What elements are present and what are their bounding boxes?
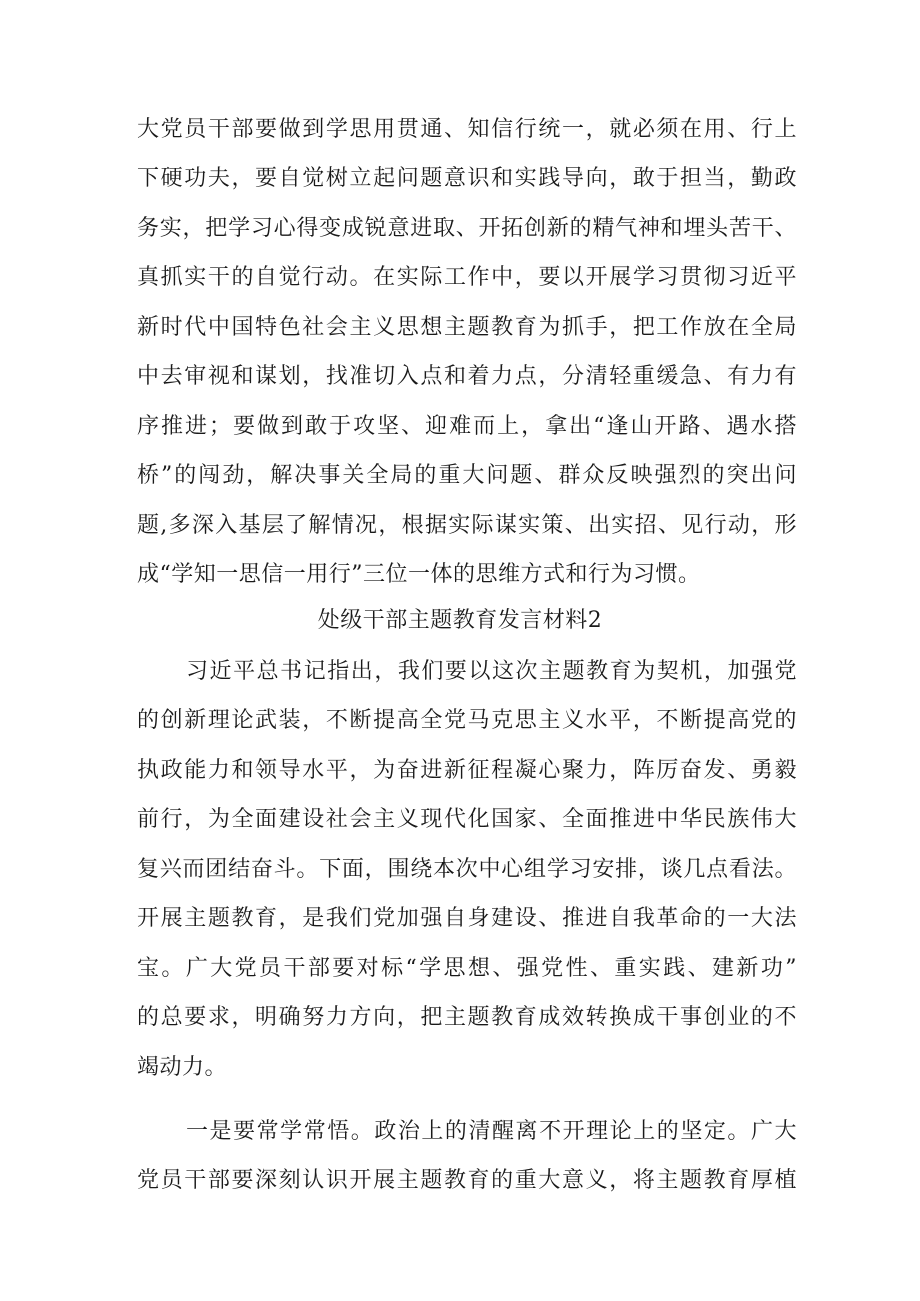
paragraph-2-line: 竭动力。 <box>137 1055 228 1080</box>
paragraph-1-line: 桥”的闯劲，解决事关全局的重大问题、群众反映强烈的突出问 <box>137 463 797 488</box>
paragraph-1-line: 序推进；要做到敢于攻坚、迎难而上，拿出“逢山开路、遇水搭 <box>137 414 797 439</box>
paragraph-1-line: 题,多深入基层了解情况，根据实际谋实策、出实招、见行动，形 <box>137 513 797 538</box>
paragraph-3-line: 党员干部要深刻认识开展主题教育的重大意义，将主题教育厚植 <box>137 1168 797 1193</box>
paragraph-3-line: 一是要常学常悟。政治上的清醒离不开理论上的坚定。广大 <box>186 1119 797 1144</box>
paragraph-2-line: 宝。广大党员干部要对标“学思想、强党性、重实践、建新功” <box>137 956 797 981</box>
paragraph-1-line: 成“学知一思信一用行”三位一体的思维方式和行为习惯。 <box>137 562 701 587</box>
paragraph-2-line: 执政能力和领导水平，为奋进新征程凝心聚力，阵厉奋发、勇毅 <box>137 758 797 783</box>
paragraph-1-line: 下硬功夫，要自觉树立起问题意识和实践导向，敢于担当，勤政 <box>137 166 797 191</box>
paragraph-2-line: 的创新理论武装，不断提高全党马克思主义水平，不断提高党的 <box>137 708 797 733</box>
paragraph-2-line: 复兴而团结奋斗。下面，围绕本次中心组学习安排，谈几点看法。 <box>137 857 797 882</box>
paragraph-1-line: 中去审视和谋划，找准切入点和着力点，分清轻重缓急、有力有 <box>137 364 797 389</box>
paragraph-2-line: 的总要求，明确努力方向，把主题教育成效转换成干事创业的不 <box>137 1005 797 1030</box>
section-title: 处级干部主题教育发言材料2 <box>317 608 603 633</box>
paragraph-1-line: 大党员干部要做到学思用贯通、知信行统一，就必须在用、行上 <box>137 117 797 142</box>
paragraph-2-line: 开展主题教育，是我们党加强自身建设、推进自我革命的一大法 <box>137 906 797 931</box>
paragraph-1-line: 新时代中国特色社会主义思想主题教育为抓手，把工作放在全局 <box>137 315 797 340</box>
paragraph-2-line: 前行，为全面建设社会主义现代化国家、全面推进中华民族伟大 <box>137 807 797 832</box>
paragraph-2-line: 习近平总书记指出，我们要以这次主题教育为契机，加强党 <box>186 659 797 684</box>
paragraph-1-line: 真抓实干的自觉行动。在实际工作中，要以开展学习贯彻习近平 <box>137 265 797 290</box>
paragraph-1-line: 务实，把学习心得变成锐意进取、开拓创新的精气神和埋头苦干、 <box>137 216 797 241</box>
